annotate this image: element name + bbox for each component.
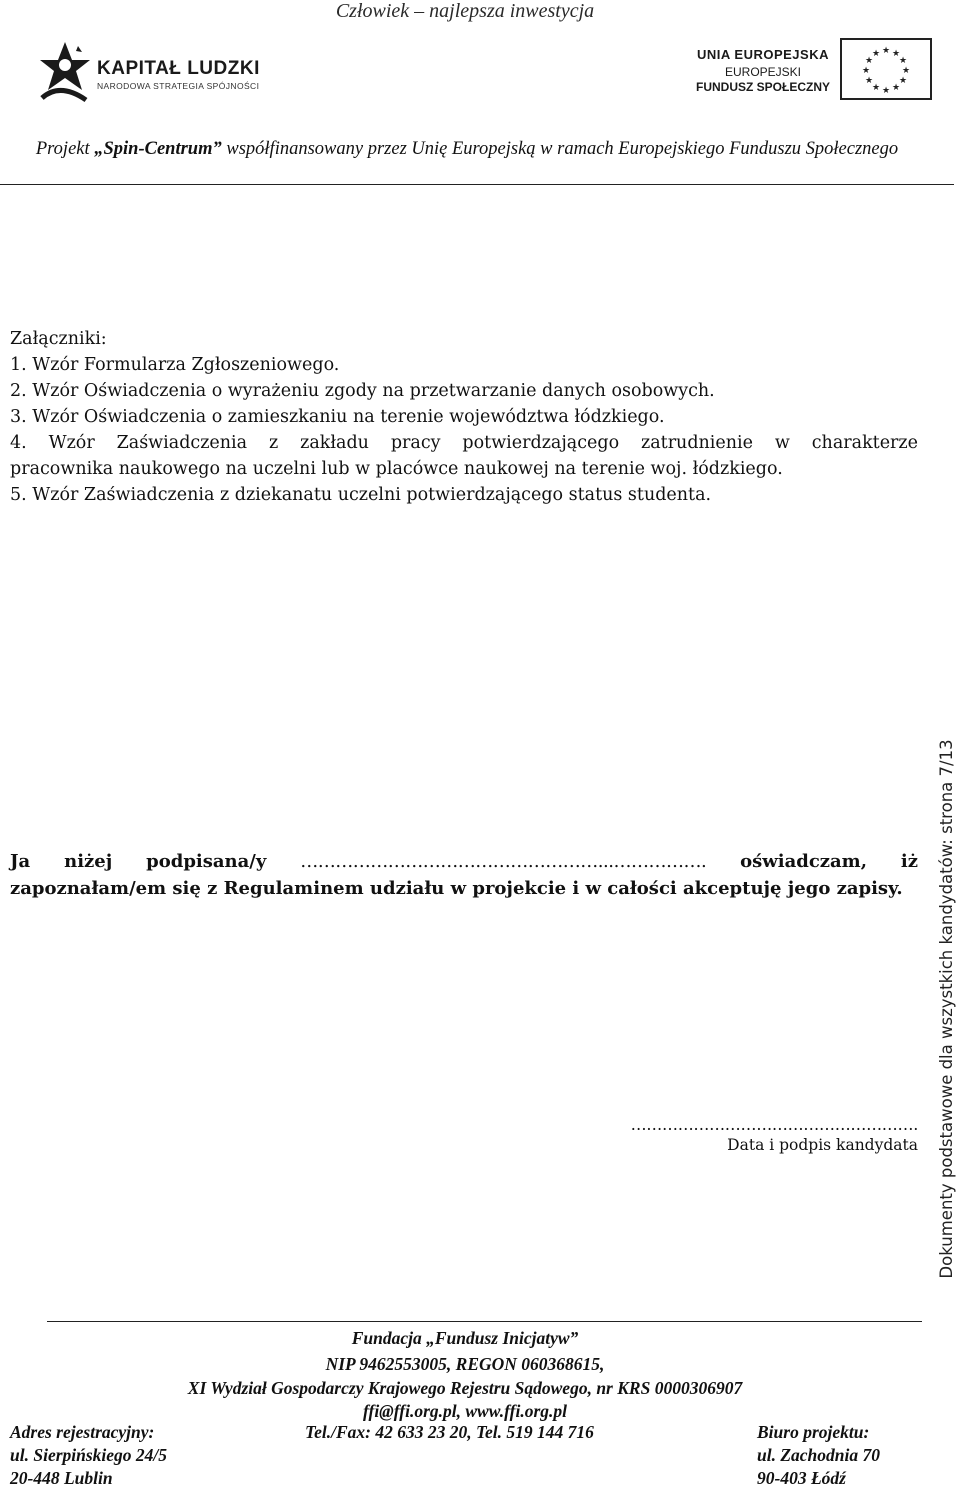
footer-office-city: 90-403 Łódź [757,1468,846,1488]
svg-text:★: ★ [898,76,908,86]
svg-text:★: ★ [871,49,881,59]
svg-text:★: ★ [864,56,874,66]
kapital-ludzki-title: KAPITAŁ LUDZKI [97,58,260,79]
side-page-label: Dokumenty podstawowe dla wszystkich kandydatów: strona 7/13 [937,739,956,1279]
svg-text:★: ★ [871,83,881,93]
attachments-list [10,326,918,508]
attachment-item: 2. Wzór Oświadczenia o wyrażeniu zgody na przetwarzanie danych osobowych. [10,381,715,401]
attachment-item-continuation: pracownika naukowego na uczelni lub w placówce naukowej na terenie woj. łódzkiego. [10,459,783,479]
header-motto: Człowiek – najlepsza inwestycja [335,0,595,22]
svg-text:★: ★ [898,56,908,66]
signature-caption: Data i podpis kandydata [727,1136,918,1154]
declaration-name-blank: ……………………………………………...……………. [300,851,707,872]
eu-line-1: UNIA EUROPEJSKA [697,47,829,62]
svg-text:★: ★ [861,66,871,76]
attachment-item: 1. Wzór Formularza Zgłoszeniowego. [10,355,340,375]
attachment-item: 3. Wzór Oświadczenia o zamieszkaniu na terenie województwa łódzkiego. [10,407,665,427]
svg-text:★: ★ [881,86,891,96]
attachments-heading: Załączniki: [10,329,107,349]
project-prefix: Projekt [35,139,95,159]
footer-org: Fundacja „Fundusz Inicjatyw” [351,1328,579,1348]
footer-reg-city: 20-448 Lublin [10,1468,113,1488]
project-suffix: współfinansowany przez Unię Europejską w ramach Europejskiego Funduszu Społecznego [221,139,899,159]
footer-office-label: Biuro projektu: [757,1422,870,1442]
svg-text:★: ★ [901,66,911,76]
eu-logo-text [690,46,836,95]
footer-court: XI Wydział Gospodarczy Krajowego Rejestru Sądowego, nr KRS 0000306907 [187,1378,743,1398]
svg-text:★: ★ [891,49,901,59]
footer-contact: ffi@ffi.org.pl, www.ffi.org.pl [362,1401,567,1421]
svg-text:★: ★ [881,46,891,56]
declaration-statement [10,848,918,902]
footer-rule [47,1321,922,1322]
header-rule [0,184,954,185]
svg-text:★: ★ [864,76,874,86]
footer-phone: Tel./Fax: 42 633 23 20, Tel. 519 144 716 [305,1422,594,1442]
attachment-item: 5. Wzór Zaświadczenia z dziekanatu uczelni potwierdzającego status studenta. [10,485,712,505]
footer-reg-label: Adres rejestracyjny: [10,1422,155,1442]
eu-line-2: EUROPEJSKI [724,65,802,79]
declaration-rest: oświadczam, iż zapoznałam/em się z Regulaminem udziału w projekcie i w całości akceptuję jego zapisy. [10,851,918,899]
footer-office-street: ul. Zachodnia 70 [757,1445,881,1465]
project-name: „Spin-Centrum” [94,139,222,159]
footer-reg-street: ul. Sierpińskiego 24/5 [10,1445,168,1465]
signature-line: ………………………………………………. [630,1115,918,1134]
project-line [0,139,934,160]
declaration-lead: Ja niżej podpisana/y [10,851,301,872]
eu-line-3: FUNDUSZ SPOŁECZNY [695,80,830,94]
kapital-ludzki-subtitle: NARODOWA STRATEGIA SPÓJNOŚCI [97,81,260,91]
eu-flag-icon [840,38,932,100]
svg-text:★: ★ [891,83,901,93]
footer-ids: NIP 9462553005, REGON 060368615, [325,1354,605,1374]
attachment-item: 4. Wzór Zaświadczenia z zakładu pracy potwierdzającego zatrudnienie w charakterze [10,433,918,453]
